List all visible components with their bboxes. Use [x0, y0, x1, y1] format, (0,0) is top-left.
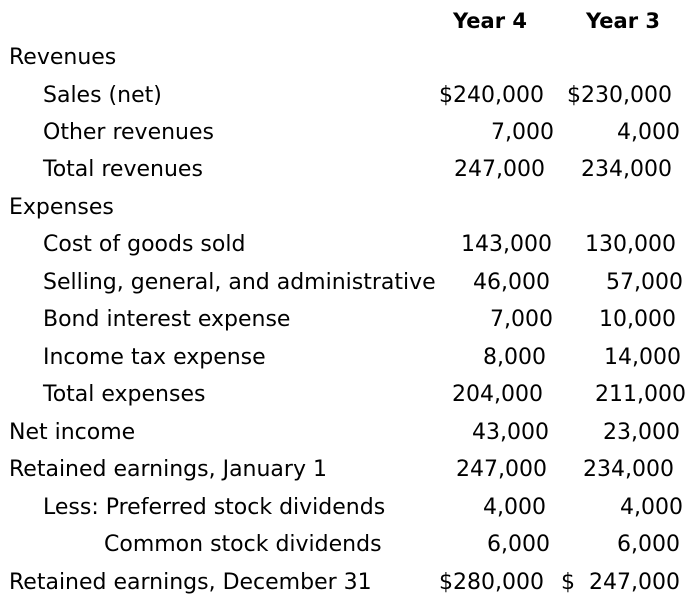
value-year3-sga: 57,000 [606, 270, 683, 295]
value-year4-sga: 46,000 [473, 270, 550, 295]
value-year3-total-expenses: 211,000 [595, 382, 686, 407]
row-label-sales-net: Sales (net) [43, 83, 162, 108]
value-year3-preferred-dividends: 4,000 [620, 495, 683, 520]
value-year3-retained-earnings-dec-31: $ 247,000 [561, 570, 680, 595]
value-year4-total-revenues: 247,000 [454, 157, 545, 182]
value-year4-preferred-dividends: 4,000 [483, 495, 546, 520]
value-year3-bond-interest: 10,000 [599, 307, 676, 332]
row-label-bond-interest-expense: Bond interest expense [43, 307, 291, 332]
value-year4-net-income: 43,000 [472, 420, 549, 445]
value-year4-sales-net: $240,000 [439, 83, 544, 108]
row-label-cost-of-goods-sold: Cost of goods sold [43, 232, 246, 257]
row-label-retained-earnings-dec-31: Retained earnings, December 31 [9, 570, 372, 595]
value-year4-cost-of-goods-sold: 143,000 [461, 232, 552, 257]
value-year3-other-revenues: 4,000 [617, 120, 680, 145]
value-year4-common-dividends: 6,000 [487, 532, 550, 557]
header-year-4: Year 4 [453, 9, 527, 33]
row-label-retained-earnings-jan-1: Retained earnings, January 1 [9, 457, 327, 482]
value-year4-total-expenses: 204,000 [452, 382, 543, 407]
row-label-preferred-dividends: Less: Preferred stock dividends [43, 495, 386, 520]
section-label-expenses: Expenses [9, 195, 114, 220]
row-label-total-revenues: Total revenues [43, 157, 203, 182]
row-label-sga: Selling, general, and administrative [43, 270, 436, 295]
value-year4-other-revenues: 7,000 [491, 120, 554, 145]
header-year-3: Year 3 [586, 9, 660, 33]
value-year4-bond-interest: 7,000 [490, 307, 553, 332]
row-label-income-tax-expense: Income tax expense [43, 345, 266, 370]
value-year4-retained-earnings-dec-31: $280,000 [439, 570, 544, 595]
value-year3-sales-net: $230,000 [567, 83, 672, 108]
row-label-total-expenses: Total expenses [43, 382, 206, 407]
value-year3-total-revenues: 234,000 [581, 157, 672, 182]
value-year4-income-tax: 8,000 [483, 345, 546, 370]
row-label-common-dividends: Common stock dividends [104, 532, 382, 557]
row-label-net-income: Net income [9, 420, 136, 445]
section-label-revenues: Revenues [9, 45, 117, 70]
value-year3-net-income: 23,000 [603, 420, 680, 445]
row-label-other-revenues: Other revenues [43, 120, 214, 145]
value-year3-cost-of-goods-sold: 130,000 [585, 232, 676, 257]
value-year3-income-tax: 14,000 [604, 345, 681, 370]
value-year3-retained-earnings-jan-1: 234,000 [583, 457, 674, 482]
value-year4-retained-earnings-jan-1: 247,000 [456, 457, 547, 482]
value-year3-common-dividends: 6,000 [617, 532, 680, 557]
